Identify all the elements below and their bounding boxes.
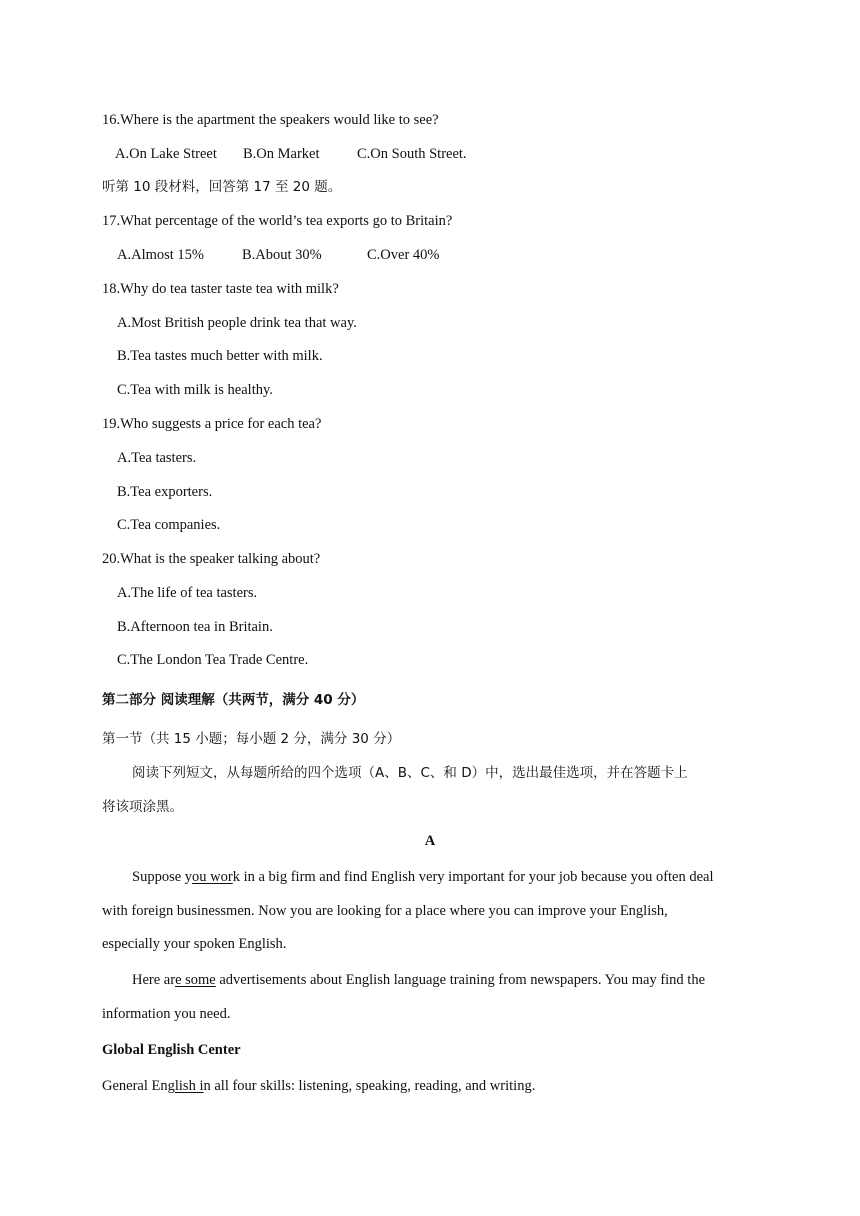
text-segment: k in a big firm and find English very important for your job because you often deal: [232, 869, 714, 885]
option-c: C.Over 40%: [367, 247, 440, 263]
paragraph-2-line1: [132, 971, 705, 989]
text-segment: n all four skills: listening, speaking, reading, and writing.: [203, 1078, 536, 1094]
option-a: A.Almost 15%: [117, 247, 204, 263]
text-segment: General Eng: [102, 1078, 175, 1094]
question-19: 19.Who suggests a price for each tea?: [102, 416, 322, 432]
question-18-option-a: A.Most British people drink tea that way.: [117, 315, 357, 331]
text-segment: advertisements about English language training from newspapers. You may find the: [215, 972, 706, 988]
option-b: B.On Market: [243, 146, 320, 162]
reading-instruction-line2: 将该项涂黑。: [102, 799, 183, 815]
section-one-title: 第一节（共 15 小题；每小题 2 分，满分 30 分）: [102, 731, 401, 747]
question-17: 17.What percentage of the world’s tea exports go to Britain?: [102, 213, 453, 229]
question-16-options: [115, 145, 467, 163]
question-20-option-b: B.Afternoon tea in Britain.: [117, 619, 273, 635]
paragraph-1-line3: especially your spoken English.: [102, 936, 287, 952]
text-segment: Here ar: [132, 972, 176, 988]
question-18-option-c: C.Tea with milk is healthy.: [117, 382, 273, 398]
option-c: C.On South Street.: [357, 146, 467, 162]
question-19-option-b: B.Tea exporters.: [117, 484, 213, 500]
question-19-option-c: C.Tea companies.: [117, 517, 221, 533]
question-18: 18.Why do tea taster taste tea with milk?: [102, 281, 339, 297]
paragraph-2-line2: information you need.: [102, 1006, 231, 1022]
passage-letter: A: [424, 833, 436, 849]
option-a: A.On Lake Street: [115, 146, 217, 162]
question-17-options: [117, 246, 440, 264]
underlined-text: lish i: [174, 1078, 204, 1094]
ad-description: [102, 1077, 535, 1095]
option-b: B.About 30%: [242, 247, 322, 263]
question-20: 20.What is the speaker talking about?: [102, 551, 321, 567]
question-18-option-b: B.Tea tastes much better with milk.: [117, 348, 323, 364]
underlined-text: e some: [175, 972, 216, 988]
paragraph-1-line1: [132, 868, 714, 886]
paragraph-1-line2: with foreign businessmen. Now you are looking for a place where you can improve your English,: [102, 903, 668, 919]
question-20-option-a: A.The life of tea tasters.: [117, 585, 258, 601]
reading-instruction-line1: 阅读下列短文，从每题所给的四个选项（A、B、C、和 D）中，选出最佳选项，并在答题卡上: [132, 765, 688, 781]
text-segment: Suppose y: [132, 869, 193, 885]
question-20-option-c: C.The London Tea Trade Centre.: [117, 652, 309, 668]
ad-title: Global English Center: [102, 1042, 241, 1058]
material-10-instruction: 听第 10 段材料，回答第 17 至 20 题。: [102, 179, 342, 195]
question-16: 16.Where is the apartment the speakers would like to see?: [102, 112, 439, 128]
question-19-option-a: A.Tea tasters.: [117, 450, 197, 466]
underlined-text: ou wor: [192, 869, 233, 885]
part-two-title: 第二部分 阅读理解（共两节，满分 40 分）: [102, 692, 365, 708]
